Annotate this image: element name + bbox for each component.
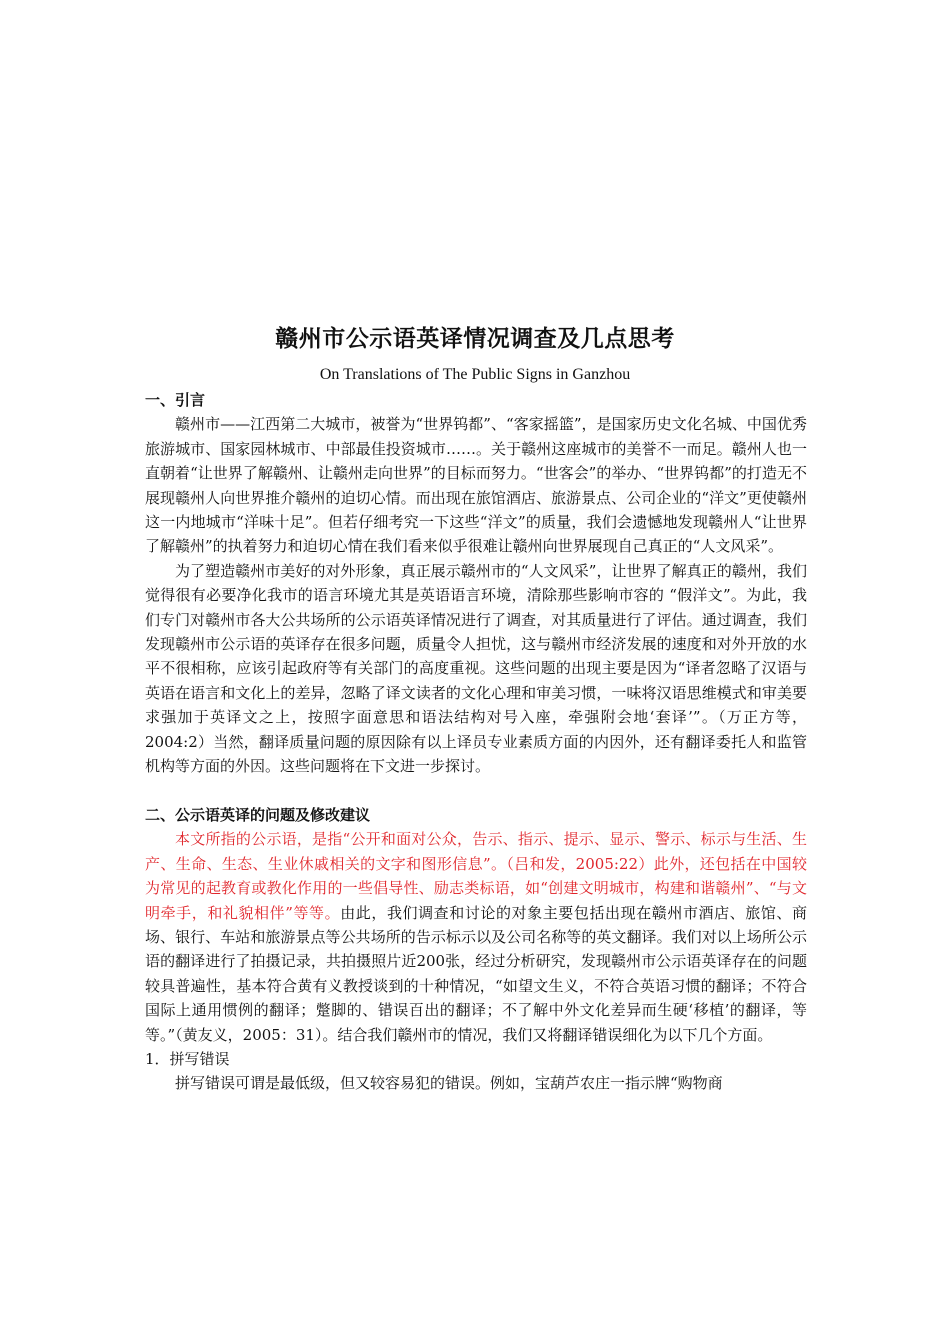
paragraph-definition (145, 827, 807, 1047)
paragraph: 赣州市——江西第二大城市，被誉为“世界钨都”、“客家摇篮”，是国家历史文化名城、中国优秀旅游城市、国家园林城市、中部最佳投资城市……。关于赣州这座城市的美誉不一而足。赣州人也一直朝着“让世界了解赣州、让赣州走向世界”的目标而努力。“世客会”的举办、“世界钨都”的打造无不展现赣州人向世界推介赣州的迫切心情。而出现在旅馆酒店、旅游景点、公司企业的“洋文”更使赣州这一内地城市“洋味十足”。但若仔细考究一下这些“洋文”的质量，我们会遗憾地发现赣州人“让世界了解赣州”的执着努力和迫切心情在我们看来似乎很难让赣州向世界展现自己真正的“人文风采”。 (145, 415, 807, 556)
document-subtitle: On Translations of The Public Signs in Ganzhou (319, 366, 631, 383)
document-title: 赣州市公示语英译情况调查及几点思考 (275, 326, 675, 352)
section-heading-introduction: 一、引言 (145, 391, 206, 409)
highlighted-definition-text: 本文所指的公示语，是指“公开和面对公众，告示、指示、提示、显示、警示、标示与生活、生产、生命、生态、生业休戚相关的文字和图形信息”。（吕和发，2005:22）此外，还包括在中国较为常见的起教育或教化作用的一些倡导性、励志类标语，如“创建文明城市，构建和谐赣州”、“与文明牵手，和礼貌相伴”等等。 (145, 830, 807, 922)
paragraph-continuation: 由此，我们调查和讨论的对象主要包括出现在赣州市酒店、旅馆、商场、银行、车站和旅游景点等公共场所的告示标示以及公司名称等的英文翻译。我们对以上场所公示语的翻译进行了拍摄记录，共拍摄照片近200张，经过分析研究，发现赣州市公示语英译存在的问题较具普遍性，基本符合黄有义教授谈到的十种情况，“如望文生义，不符合英语习惯的翻译；不符合国际上通用惯例的翻译；蹩脚的、错误百出的翻译；不了解中外文化差异而生硬‘移植’的翻译，等等。”（黄友义，2005：31）。结合我们赣州市的情况，我们又将翻译错误细化为以下几个方面。 (145, 903, 807, 1044)
paragraph: 为了塑造赣州市美好的对外形象，真正展示赣州市的“人文风采”，让世界了解真正的赣州，我们觉得很有必要净化我市的语言环境尤其是英语语言环境，清除那些影响市容的 “假洋文”。为此，我们专门对赣州市各大公共场所的公示语英译情况进行了调查，对其质量进行了评估。通过调查，我们发现赣州市公示语的英译存在很多问题，质量令人担忧，这与赣州市经济发展的速度和对外开放的水平不很相称，应该引起政府等有关部门的高度重视。这些问题的出现主要是因为“译者忽略了汉语与英语在语言和文化上的差异，忽略了译文读者的文化心理和审美习惯，一味将汉语思维模式和审美要求强加于英译文之上，按照字面意思和语法结构对号入座，牵强附会地‘套译’”。（万正方等，2004:2）当然，翻译质量问题的原因除有以上译员专业素质方面的内因外，还有翻译委托人和监管机构等方面的外因。这些问题将在下文进一步探讨。 (145, 561, 807, 776)
section-heading-problems: 二、公示语英译的问题及修改建议 (145, 805, 371, 824)
spacer (145, 779, 807, 803)
subheading-spelling-errors: 1．拼写错误 (145, 1049, 230, 1068)
paragraph: 拼写错误可谓是最低级，但又较容易犯的错误。例如，宝葫芦农庄一指示牌“购物商 (175, 1074, 723, 1093)
document-body (145, 388, 807, 1096)
